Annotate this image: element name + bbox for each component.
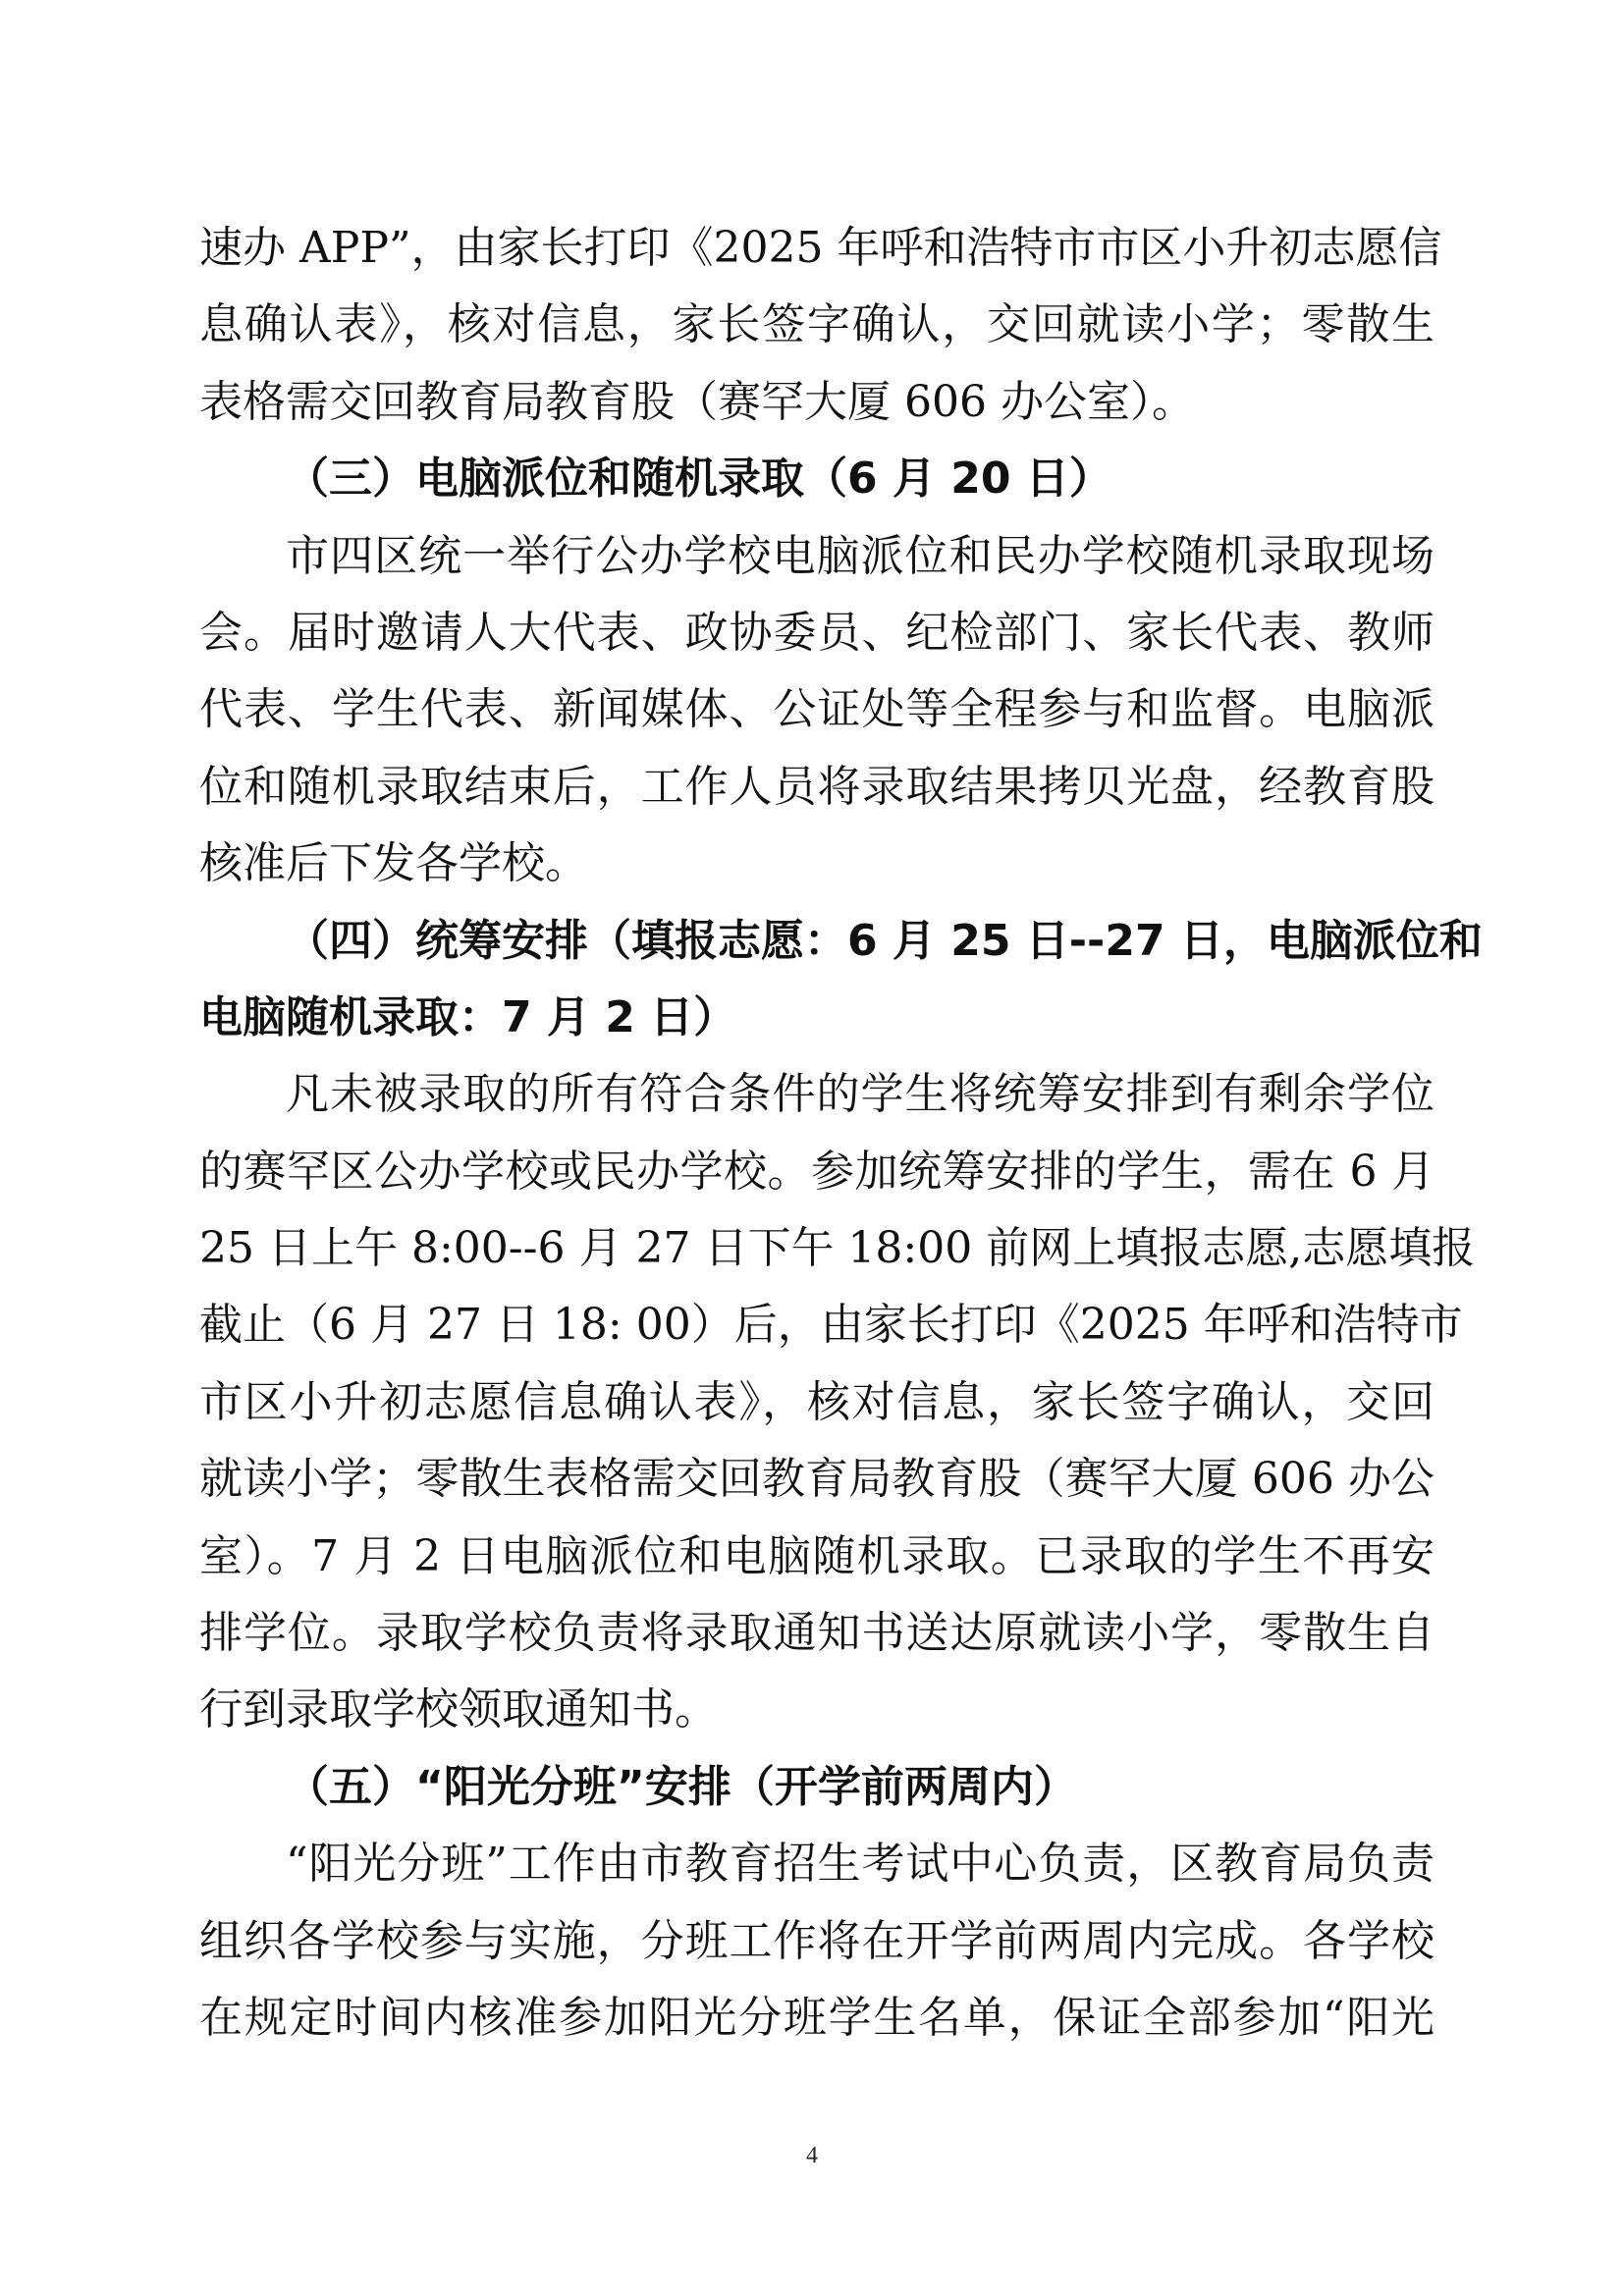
text-line: 25 日上午 8:00--6 月 27 日下午 18:00 前网上填报志愿,志愿填报 [199, 1223, 1476, 1274]
text-line: 排学位。录取学校负责将录取通知书送达原就读小学，零散生自 [199, 1608, 1435, 1659]
body-text [199, 210, 1483, 2056]
text-line: 组织各学校参与实施，分班工作将在开学前两周内完成。各学校 [199, 1915, 1435, 1966]
section-heading: （三）电脑派位和随机录取（6 月 20 日） [286, 454, 1112, 505]
text-line: 核准后下发各学校。 [199, 838, 588, 889]
text-line: 速办 APP”，由家长打印《2025 年呼和浩特市市区小升初志愿信 [199, 223, 1442, 273]
text-line: 截止（6 月 27 日 18: 00）后，由家长打印《2025 年呼和浩特市 [199, 1300, 1463, 1351]
text-line: 息确认表》，核对信息，家长签字确认，交回就读小学；零散生 [199, 299, 1435, 350]
text-line: 代表、学生代表、新闻媒体、公证处等全程参与和监督。电脑派 [199, 684, 1435, 735]
text-line: 行到录取学校领取通知书。 [199, 1684, 718, 1735]
text-line: 市区小升初志愿信息确认表》，核对信息，家长签字确认，交回 [199, 1376, 1435, 1427]
text-line: 室）。7 月 2 日电脑派位和电脑随机录取。已录取的学生不再安 [199, 1530, 1435, 1581]
text-line: 表格需交回教育局教育股（赛罕大厦 606 办公室）。 [199, 376, 1195, 427]
text-line: 位和随机录取结束后，工作人员将录取结果拷贝光盘，经教育股 [199, 761, 1435, 812]
text-line: 凡未被录取的所有符合条件的学生将统筹安排到有剩余学位 [286, 1069, 1435, 1120]
section-heading: （五）“阳光分班”安排（开学前两周内） [286, 1761, 1077, 1812]
text-line: 就读小学；零散生表格需交回教育局教育股（赛罕大厦 606 办公 [199, 1454, 1435, 1505]
page-number: 4 [806, 2143, 818, 2168]
text-line: 会。届时邀请人大代表、政协委员、纪检部门、家长代表、教师 [199, 607, 1435, 658]
section-heading: （四）统筹安排（填报志愿：6 月 25 日--27 日，电脑派位和 [286, 915, 1483, 966]
text-line: 在规定时间内核准参加阳光分班学生名单，保证全部参加“阳光 [199, 1992, 1435, 2043]
text-line: “阳光分班”工作由市教育招生考试中心负责，区教育局负责 [286, 1839, 1435, 1890]
text-line: 的赛罕区公办学校或民办学校。参加统筹安排的学生，需在 6 月 [199, 1146, 1435, 1197]
section-heading: 电脑随机录取：7 月 2 日） [199, 991, 737, 1042]
text-line: 市四区统一举行公办学校电脑派位和民办学校随机录取现场 [286, 530, 1435, 581]
